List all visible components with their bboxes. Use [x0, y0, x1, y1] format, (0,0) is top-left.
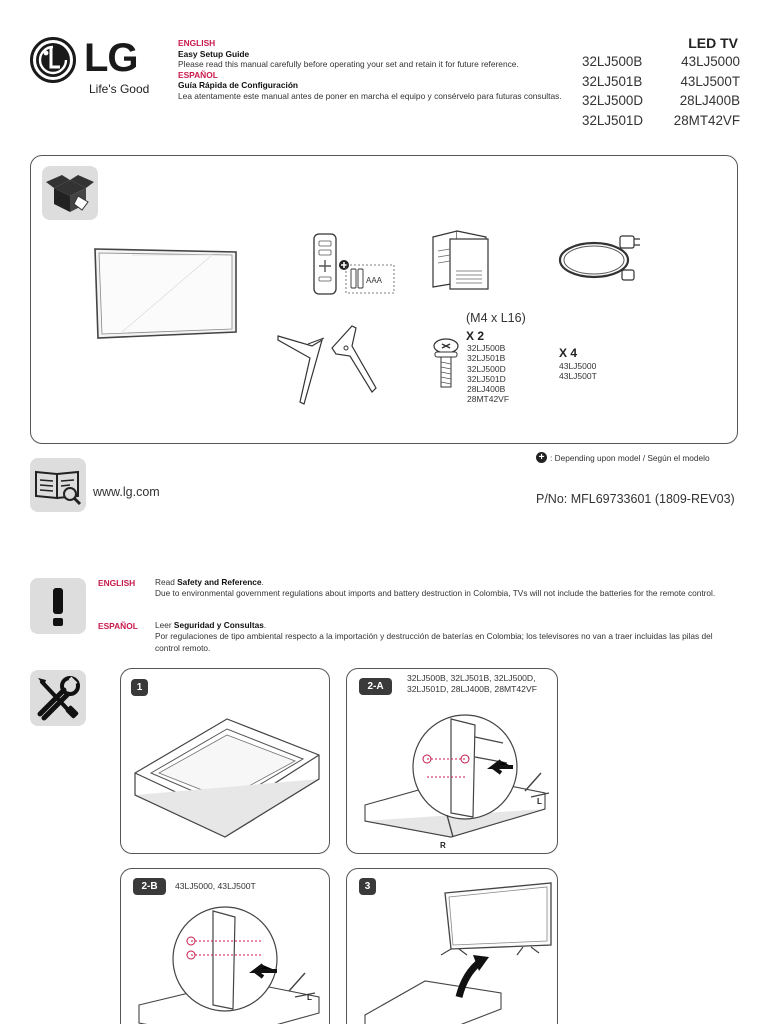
warning-icon — [30, 578, 86, 634]
lg-logo-icon — [30, 37, 76, 83]
brand-tagline: Life's Good — [89, 82, 150, 96]
safety-english-label: ENGLISH — [98, 578, 136, 588]
screw-icon — [430, 336, 462, 392]
website-link[interactable]: www.lg.com — [93, 485, 160, 499]
safety-english-text: Due to environmental government regulations about imports and battery destruction in Colombia, TVs will not include the batteries for the remote control. — [155, 588, 716, 599]
step-2b-illustration — [129, 897, 325, 1024]
step-2a-illustration — [355, 697, 553, 851]
step-badge: 2-A — [359, 678, 392, 695]
model-item: 43LJ500T — [680, 73, 740, 89]
step-2a-panel — [346, 668, 558, 854]
english-label: ENGLISH — [178, 38, 216, 48]
model-note-text: : Depending upon model / Según el modelo — [550, 452, 710, 463]
model-item: 32LJ501D — [582, 112, 644, 128]
model-item: 32LJ500D — [582, 93, 644, 108]
screw-model: 28LJ400B — [467, 384, 506, 395]
screw-model: 32LJ500B — [467, 343, 506, 353]
step-models: 43LJ5000, 43LJ500T — [175, 881, 256, 891]
step-1-illustration — [129, 709, 325, 849]
stand-illustration — [272, 318, 384, 408]
manual-illustration — [430, 229, 492, 293]
tools-icon — [30, 670, 86, 726]
box-contents-icon — [42, 166, 98, 220]
product-type: LED TV — [688, 35, 738, 51]
screw-model: 28MT42VF — [467, 394, 510, 405]
tv-illustration — [92, 246, 240, 340]
safety-spanish-text: Por regulaciones de tipo ambiental respecto a la importación y destrucción de baterías en Colombia; los televisores no van a traer incluidas las pilas del control remoto. — [155, 631, 713, 653]
step-badge: 3 — [359, 878, 376, 895]
screw-models-b — [559, 361, 597, 382]
part-number: P/No: MFL69733601 (1809-REV03) — [536, 492, 735, 506]
safety-spanish — [155, 620, 737, 654]
safety-spanish-read: Leer Seguridad y Consultas. — [155, 620, 267, 630]
screw-qty-b: X 4 — [559, 346, 578, 360]
stand-label-l: L — [307, 993, 312, 1002]
screw-models-a — [467, 343, 509, 405]
step-3-illustration — [355, 877, 553, 1024]
model-note — [536, 452, 710, 463]
batteries-label: AAA — [366, 276, 383, 285]
remote-control-illustration — [308, 232, 398, 296]
power-cord-illustration — [556, 230, 642, 288]
screw-model: 43LJ500T — [559, 371, 597, 382]
safety-english-read: Read Safety and Reference. — [155, 577, 264, 587]
screw-model: 32LJ501D — [467, 373, 506, 384]
spanish-label: ESPAÑOL — [178, 69, 218, 80]
step-models-line: 32LJ500B, 32LJ501B, 32LJ500D, — [407, 673, 536, 683]
intro-text — [178, 38, 568, 102]
screw-qty-a: X 2 — [466, 329, 485, 343]
model-item: 28MT42VF — [673, 112, 740, 128]
spanish-text: Lea atentamente este manual antes de poner en marcha el equipo y consérvelo para futuras consultas. — [178, 90, 562, 101]
spanish-title: Guía Rápida de Configuración — [178, 80, 299, 91]
step-1-panel — [120, 668, 330, 854]
model-item: 28LJ400B — [679, 93, 740, 108]
owners-manual-icon — [30, 458, 86, 512]
step-badge: 1 — [131, 679, 148, 696]
screw-model: 43LJ5000 — [559, 361, 597, 371]
safety-english — [155, 577, 737, 600]
step-3-panel — [346, 868, 558, 1024]
stand-label-r: R — [440, 841, 446, 850]
model-item: 43LJ5000 — [681, 54, 740, 69]
model-item: 32LJ501B — [582, 73, 643, 89]
safety-spanish-label: ESPAÑOL — [98, 621, 138, 631]
screw-model: 32LJ500D — [467, 363, 506, 374]
english-title: Easy Setup Guide — [178, 48, 250, 59]
step-2b-panel — [120, 868, 330, 1024]
screw-size: (M4 x L16) — [466, 311, 526, 325]
step-models-line: 32LJ501D, 28LJ400B, 28MT42VF — [407, 684, 537, 694]
brand-name: LG — [84, 36, 138, 80]
english-text: Please read this manual carefully before operating your set and retain it for future reference. — [178, 59, 519, 70]
step-models — [407, 673, 537, 695]
model-list — [582, 52, 740, 130]
screw-model: 32LJ501B — [467, 353, 506, 364]
model-item: 32LJ500B — [582, 54, 643, 69]
stand-label-l: L — [537, 797, 542, 806]
step-badge: 2-B — [133, 878, 166, 895]
plus-icon: + — [536, 452, 547, 463]
